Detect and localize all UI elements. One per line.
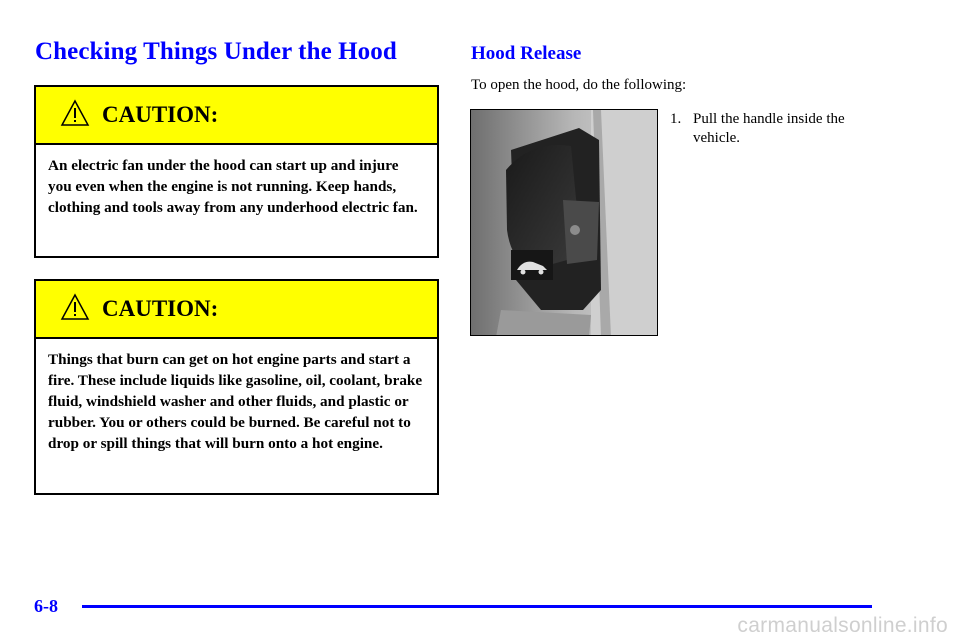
caution-box-electric-fan [34,85,439,258]
caution-text: Things that burn can get on hot engine parts and start a fire. These include liquids like gasoline, oil, coolant, brake fluid, windshield washer and other fluids, and plastic or rubber. You or others could be burned. Be careful not to drop or spill things that will burn onto a hot engine. [48,351,423,452]
section-heading-hood-release: Hood Release [471,43,582,64]
warning-triangle-icon [60,293,90,321]
watermark: carmanualsonline.info [737,614,948,637]
caution-label: CAUTION: [102,296,219,321]
caution-header [36,87,437,145]
warning-triangle-icon [60,99,90,127]
page-number: 6-8 [34,596,58,616]
step-number: 1. [670,111,682,127]
intro-text: To open the hood, do the following: [471,77,687,93]
caution-header [36,281,437,339]
caution-label: CAUTION: [102,102,219,127]
hood-release-handle-photo [470,109,658,336]
caution-box-hot-engine [34,279,439,495]
page-title: Checking Things Under the Hood [35,38,397,65]
caution-text: An electric fan under the hood can start up and injure you even when the engine is not running. Keep hands, clothing and tools away from any underhood electric fan. [48,157,418,216]
footer-rule [82,605,872,608]
step-text: Pull the handle inside the vehicle. [693,111,845,146]
